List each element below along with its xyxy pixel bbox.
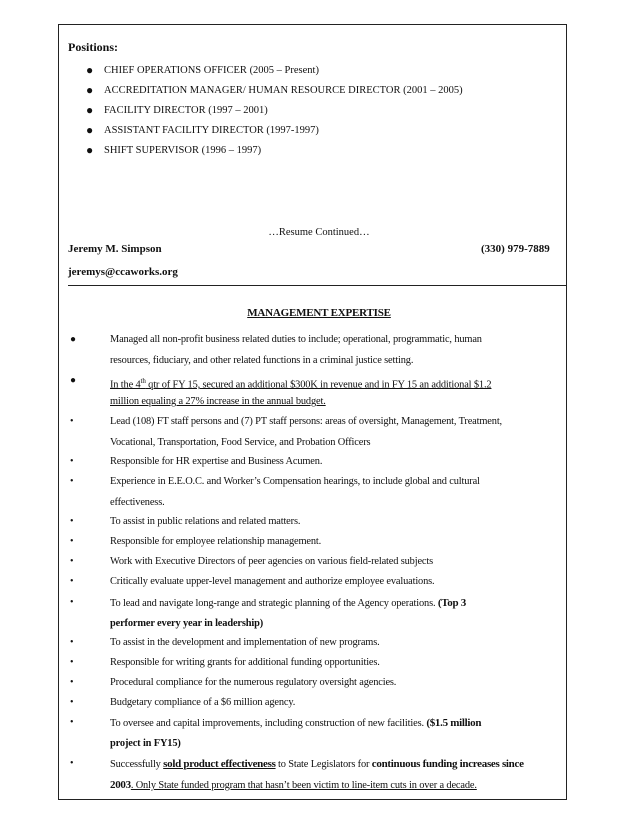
bullet-icon: ● xyxy=(86,82,94,97)
positions-heading: Positions: xyxy=(68,40,119,54)
bullet-icon: • xyxy=(70,597,74,608)
bullet-icon: • xyxy=(70,476,74,487)
section-title: MANAGEMENT EXPERTISE xyxy=(247,307,391,319)
bullet-icon: • xyxy=(70,697,74,708)
bullet-icon: ● xyxy=(86,62,94,77)
bullet-icon: ● xyxy=(86,102,94,117)
bullet-icon: • xyxy=(70,536,74,547)
bullet-icon: ● xyxy=(86,142,94,157)
bullet-icon: • xyxy=(70,637,74,648)
list-item: ● FACILITY DIRECTOR (1997 – 2001) xyxy=(86,102,268,117)
list-item: ● ASSISTANT FACILITY DIRECTOR (1997-1997) xyxy=(86,122,319,137)
bullet-icon: • xyxy=(70,516,74,527)
contact-name: Jeremy M. Simpson xyxy=(68,243,162,255)
bullet-icon: ● xyxy=(86,122,94,137)
bullet-icon: • xyxy=(70,456,74,467)
resume-continued-note: …Resume Continued… xyxy=(268,227,370,238)
bullet-icon: ● xyxy=(70,334,77,345)
list-item: ● ACCREDITATION MANAGER/ HUMAN RESOURCE DIRECTOR (2001 – 2005) xyxy=(86,82,463,97)
bullet-icon: • xyxy=(70,677,74,688)
bullet-icon: • xyxy=(70,556,74,567)
bullet-icon: • xyxy=(70,758,74,769)
contact-phone: (330) 979-7889 xyxy=(481,243,550,255)
list-item: ● CHIEF OPERATIONS OFFICER (2005 – Present) xyxy=(86,62,319,77)
header-divider xyxy=(68,285,566,286)
positions-list xyxy=(86,60,463,160)
bullet-icon: • xyxy=(70,416,74,427)
list-item: ● SHIFT SUPERVISOR (1996 – 1997) xyxy=(86,142,262,157)
contact-email: jeremys@ccaworks.org xyxy=(68,266,178,278)
bullet-icon: • xyxy=(70,657,74,668)
bullet-icon: • xyxy=(70,717,74,728)
bullet-icon: ● xyxy=(70,375,77,386)
bullet-icon: • xyxy=(70,576,74,587)
